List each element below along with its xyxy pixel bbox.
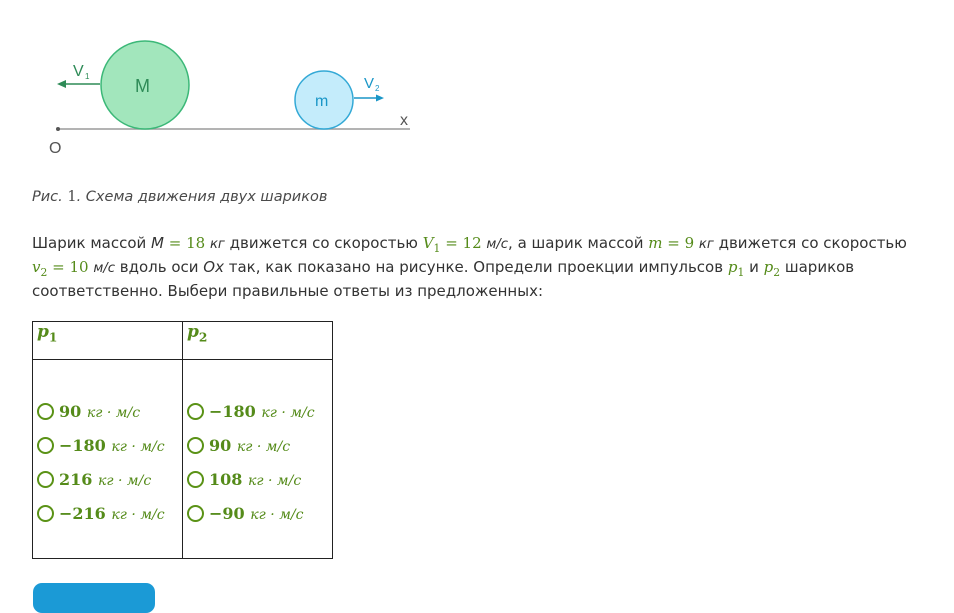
axis-name: Ox: [203, 258, 224, 276]
option-value: 90: [59, 401, 82, 421]
mass-big-var: M: [151, 234, 164, 252]
column-header-p2: [183, 322, 333, 360]
problem-text: и: [744, 258, 764, 276]
momentum-2-sub: 2: [773, 266, 781, 279]
option-unit: кг · м/с: [247, 472, 302, 489]
option-value: −180: [59, 435, 106, 455]
option-p1-3[interactable]: [37, 462, 182, 496]
velocity-big-var-sub: 1: [433, 242, 441, 255]
option-unit: кг · м/с: [261, 404, 315, 421]
radio-button[interactable]: [37, 437, 54, 454]
column-header-p2-sub: 2: [198, 330, 208, 345]
radio-button[interactable]: [37, 505, 54, 522]
problem-text: движется со скоростью: [713, 234, 907, 252]
option-unit: кг · м/с: [111, 506, 165, 523]
problem-text: шариков соответственно. Выбери правильные ответы из предложенных:: [32, 258, 855, 300]
momentum-1-var: p: [727, 258, 738, 276]
option-unit: кг · м/с: [86, 404, 141, 421]
figure-caption: [32, 189, 327, 205]
column-header-p2-var: p: [187, 322, 199, 342]
option-unit: кг · м/с: [236, 438, 291, 455]
radio-button[interactable]: [37, 403, 54, 420]
origin-point: [56, 127, 60, 131]
caption-prefix: Рис.: [32, 189, 63, 205]
problem-text: движется со скоростью: [224, 234, 423, 252]
motion-diagram: [0, 0, 430, 165]
option-value: 90: [209, 435, 232, 455]
option-p2-3[interactable]: [187, 462, 332, 496]
axis-label: x: [400, 112, 408, 129]
option-p2-2[interactable]: [187, 428, 332, 462]
options-p2: [183, 360, 333, 559]
column-header-p1: [33, 322, 183, 360]
option-value: −90: [209, 503, 245, 523]
mass-big-value: = 18: [163, 234, 210, 252]
caption-text: . Схема движения двух шариков: [76, 189, 328, 205]
problem-text: так, как показано на рисунке. Определи проекции импульсов: [223, 258, 728, 276]
radio-button[interactable]: [37, 471, 54, 488]
option-p2-1[interactable]: [187, 394, 332, 428]
column-header-p1-sub: 1: [48, 330, 58, 345]
option-unit: кг · м/с: [97, 472, 152, 489]
option-p1-1[interactable]: [37, 394, 182, 428]
option-unit: кг · м/с: [250, 506, 304, 523]
option-value: 216: [59, 469, 93, 489]
option-p2-4[interactable]: [187, 496, 332, 530]
answer-table: [32, 321, 333, 559]
velocity-big-unit: м/с: [486, 237, 509, 252]
mass-small-var: m: [648, 234, 663, 252]
ball-small-label: m: [315, 93, 329, 110]
velocity-small-var-sub: 2: [40, 266, 48, 279]
velocity-arrow-small: [354, 95, 384, 102]
column-header-p1-var: p: [37, 322, 49, 342]
velocity-big-label: V: [73, 63, 84, 80]
origin-label: O: [49, 140, 62, 157]
options-p1: [33, 360, 183, 559]
velocity-small-unit: м/с: [93, 261, 115, 276]
radio-button[interactable]: [187, 471, 204, 488]
velocity-small-value: = 10: [47, 258, 94, 276]
momentum-2-var: p: [763, 258, 774, 276]
momentum-1-sub: 1: [737, 266, 745, 279]
velocity-big-value: = 12: [440, 234, 487, 252]
problem-text: Шарик массой: [32, 234, 152, 252]
velocity-small-sub: 2: [375, 84, 380, 93]
radio-button[interactable]: [187, 403, 204, 420]
velocity-small-var: v: [32, 258, 41, 276]
problem-text: вдоль оси: [114, 258, 204, 276]
radio-button[interactable]: [187, 505, 204, 522]
option-p1-2[interactable]: [37, 428, 182, 462]
mass-small-value: = 9: [662, 234, 699, 252]
problem-statement: [32, 232, 922, 303]
option-value: 108: [209, 469, 243, 489]
caption-number: 1: [67, 189, 77, 205]
option-value: −180: [209, 401, 256, 421]
mass-big-unit: кг: [209, 237, 225, 252]
velocity-big-sub: 1: [85, 72, 90, 81]
velocity-big-var: V: [422, 234, 434, 252]
option-unit: кг · м/с: [111, 438, 165, 455]
velocity-arrow-big: [57, 80, 100, 88]
ball-big-label: M: [135, 76, 150, 96]
mass-small-unit: кг: [698, 237, 714, 252]
radio-button[interactable]: [187, 437, 204, 454]
option-value: −216: [59, 503, 106, 523]
velocity-small-label: V: [364, 75, 375, 92]
problem-text: , а шарик массой: [508, 234, 649, 252]
option-p1-4[interactable]: [37, 496, 182, 530]
